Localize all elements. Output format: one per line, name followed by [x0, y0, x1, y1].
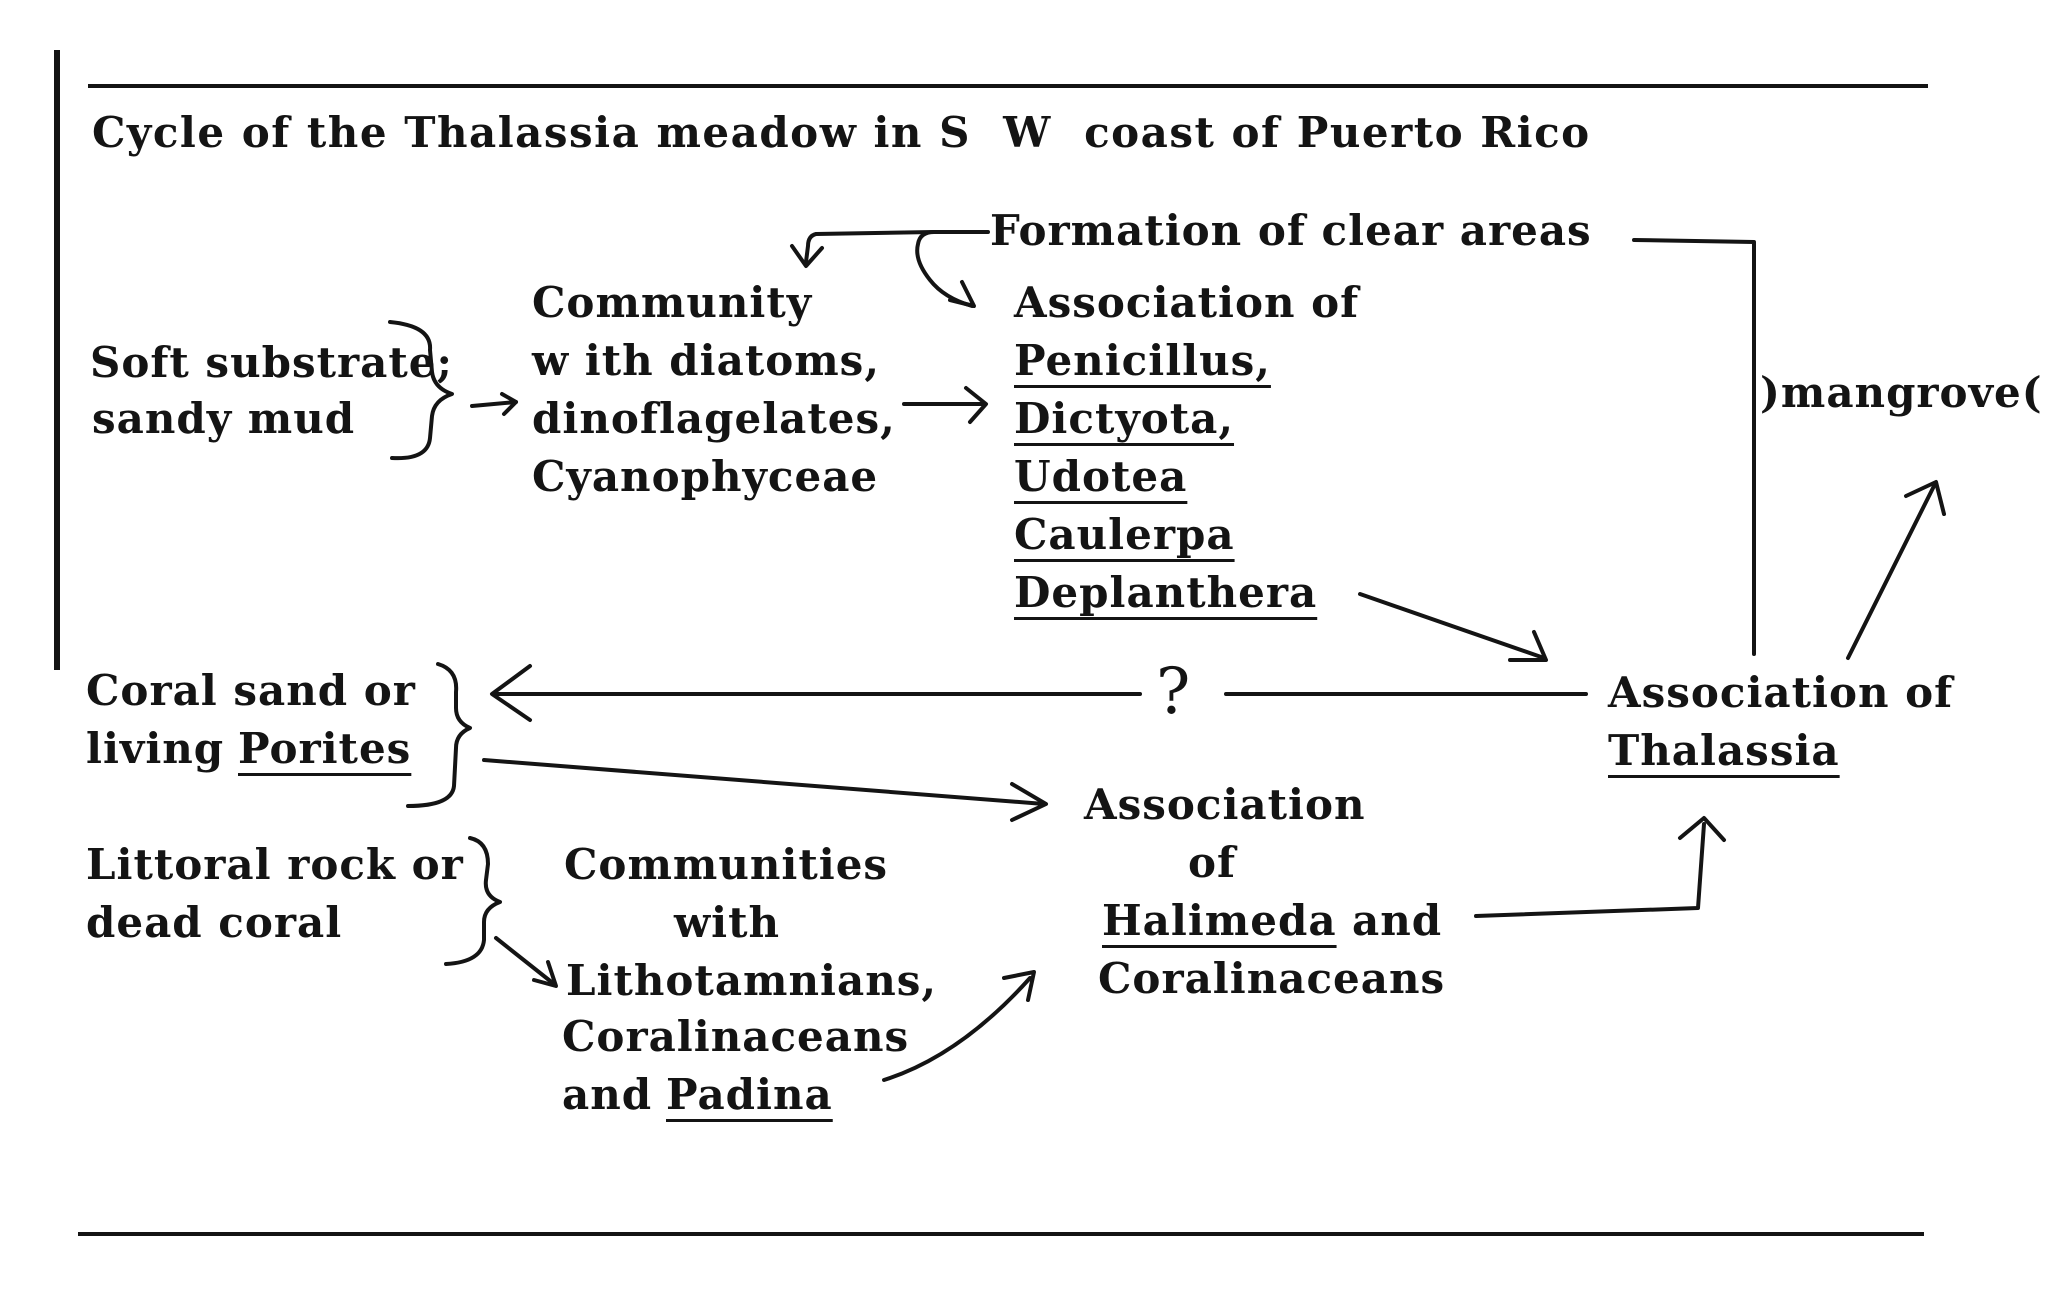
community-line1: Community — [532, 278, 813, 327]
genus-porites: Porites — [238, 724, 412, 773]
penicillus-assoc-heading: Association of — [1014, 278, 1360, 327]
genus-penicillus: Penicillus, — [1014, 336, 1271, 385]
communities-line1: Communities — [564, 840, 889, 889]
halimeda-assoc-and: and — [1352, 896, 1443, 945]
arrow-penicillus-to-thalassia — [1360, 594, 1544, 658]
arrow-coral-sand-to-halimeda — [484, 760, 1044, 804]
halimeda-assoc-line2: of — [1188, 838, 1237, 887]
arrow-soft-to-community — [472, 402, 516, 406]
genus-thalassia: Thalassia — [1608, 726, 1840, 775]
community-line3: dinoflagelates, — [532, 394, 896, 443]
arrow-halimeda-to-thalassia — [1476, 824, 1704, 916]
communities-line4: Coralinaceans — [562, 1012, 910, 1061]
coral-sand-line1: Coral sand or — [86, 666, 416, 715]
mangrove-label: )mangrove( — [1760, 368, 2043, 417]
genus-udotea: Udotea — [1014, 452, 1188, 501]
coral-sand-living: living — [86, 724, 225, 773]
arrow-littoral-to-communities — [496, 938, 554, 984]
arrow-thalassia-to-mangrove — [1848, 486, 1934, 658]
brace-coral-sand — [408, 664, 470, 806]
connector-clear-to-thalassia — [1634, 240, 1754, 654]
communities-line3: Lithotamnians, — [566, 956, 937, 1005]
question-mark: ? — [1156, 655, 1192, 729]
soft-substrate-line2: sandy mud — [92, 394, 356, 443]
arrow-clear-to-community — [806, 232, 934, 262]
clear-areas-label: Formation of clear areas — [990, 206, 1592, 255]
genus-padina: Padina — [666, 1070, 833, 1119]
communities-line2: with — [674, 898, 781, 947]
littoral-line1: Littoral rock or — [86, 840, 464, 889]
brace-soft-substrate — [390, 322, 452, 458]
community-line4: Cyanophyceae — [532, 452, 879, 501]
genus-caulerpa: Caulerpa — [1014, 510, 1235, 559]
arrow-communities-to-halimeda — [884, 978, 1030, 1080]
arrow-clear-areas — [917, 232, 988, 306]
communities-and: and — [562, 1070, 653, 1119]
thalassia-assoc-line1: Association of — [1608, 668, 1954, 717]
community-line2: w ith diatoms, — [532, 336, 880, 385]
diagram-title: Cycle of the Thalassia meadow in S W coast of Puerto Rico — [92, 108, 1607, 157]
genus-halimeda: Halimeda — [1102, 896, 1337, 945]
genus-deplanthera: Deplanthera — [1014, 568, 1318, 617]
soft-substrate-line1: Soft substrate; — [90, 338, 453, 387]
littoral-line2: dead coral — [86, 898, 343, 947]
halimeda-assoc-line1: Association — [1084, 780, 1366, 829]
genus-dictyota: Dictyota, — [1014, 394, 1235, 443]
halimeda-assoc-coralinaceans: Coralinaceans — [1098, 954, 1446, 1003]
brace-littoral — [446, 838, 500, 964]
